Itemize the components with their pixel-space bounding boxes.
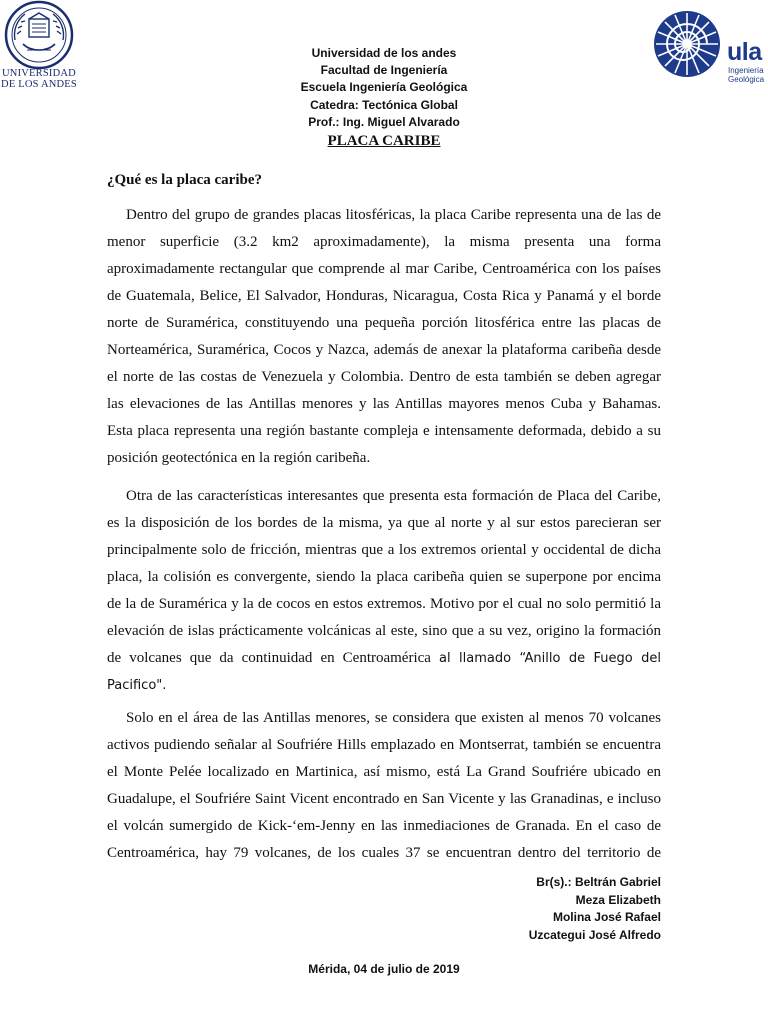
paragraph-line: las elevaciones de las Antillas menores y las Antillas mayores menos Cuba y Bahamas. xyxy=(107,396,661,412)
paragraph-line-part: de volcanes que da continuidad en Centroamérica xyxy=(107,650,431,666)
university-name-line-2: DE LOS ANDES xyxy=(1,78,77,90)
paragraph-line: principalmente solo de fricción, mientras que a los extremos oriental y occidental de dicha xyxy=(107,542,661,558)
author-line: Uzcategui José Alfredo xyxy=(528,927,661,942)
author-line: Br(s).: Beltrán Gabriel xyxy=(536,875,661,889)
paragraph-line: el volcán sumergido de Kick-‘em-Jenny en las inmediaciones de Granada. En el caso de xyxy=(107,818,661,834)
paragraph-line: posición geotectónica en la región caribeña. xyxy=(107,450,371,466)
header-faculty: Facultad de Ingeniería xyxy=(320,63,448,78)
ula-geology-logo xyxy=(652,8,768,88)
document-title: PLACA CARIBE xyxy=(327,133,441,149)
paragraph-3 xyxy=(107,705,661,867)
footer-date: Mérida, 04 de julio de 2019 xyxy=(308,962,460,976)
paragraph-line: de la de Suramérica y la de cocos en estos extremos. Motivo por el cual no solo permitió la xyxy=(107,596,661,612)
ula-subtitle-line-2: Geológica xyxy=(728,75,765,84)
author-line: Meza Elizabeth xyxy=(575,892,661,907)
university-seal-icon xyxy=(1,0,77,70)
authors-block xyxy=(529,874,661,944)
paragraph-line: Pacifico". xyxy=(107,678,167,693)
paragraph-line: Solo en el área de las Antillas menores, se considera que existen al menos 70 volcanes xyxy=(126,710,661,726)
header-professor: Prof.: Ing. Miguel Alvarado xyxy=(308,114,460,129)
paragraph-line: norte de Suramérica, constituyendo una pequeña porción litosférica entre las placas de xyxy=(107,315,661,331)
header-university: Universidad de los andes xyxy=(311,46,457,60)
paragraph-line: aproximadamente rectangular que comprende al mar Caribe, Centroamérica con los países xyxy=(107,261,661,277)
header-course: Catedra: Tectónica Global xyxy=(310,97,458,112)
paragraph-line-mixed xyxy=(107,645,661,672)
ula-subtitle xyxy=(728,66,764,84)
paragraph-line: activos pudiendo señalar al Soufriére Hills emplazado en Montserrat, también se encuentra xyxy=(107,737,661,753)
paragraph-line: Otra de las características interesantes que presenta esta formación de Placa del Caribe, xyxy=(126,488,661,504)
paragraph-1 xyxy=(107,202,661,472)
ula-subtitle-line-1: Ingeniería xyxy=(728,66,764,75)
university-seal-logo xyxy=(0,0,78,92)
paragraph-line: de Guatemala, Belice, El Salvador, Honduras, Nicaragua, Costa Rica y Panamá y el borde xyxy=(107,288,661,304)
paragraph-line: el norte de las costas de Venezuela y Colombia. Dentro de esta también se deben agregar xyxy=(107,369,661,385)
author-line: Molina José Rafael xyxy=(552,910,661,924)
paragraph-line: Esta placa representa una región bastante compleja e intensamente deformada, debido a su xyxy=(107,423,661,439)
paragraph-line: placa, la colisión es convergente, siendo la placa caribeña quien se superpone por encima xyxy=(107,569,661,585)
paragraph-line: Centroamérica, hay 79 volcanes, de los cuales 37 se encuentran dentro del territorio de xyxy=(107,845,661,861)
header-school: Escuela Ingeniería Geológica xyxy=(300,80,468,95)
paragraph-line: Guadalupe, el Soufriére Saint Vicent encontrado en San Vicente y las Granadinas, e incluso xyxy=(107,791,661,807)
paragraph-2 xyxy=(107,483,661,699)
paragraph-line: es la disposición de los bordes de la misma, ya que al norte y al sur estos parecieran ser xyxy=(107,515,661,531)
paragraph-line: Dentro del grupo de grandes placas litosféricas, la placa Caribe representa una de las de xyxy=(126,207,661,223)
university-name-line-1: UNIVERSIDAD xyxy=(2,68,76,79)
paragraph-line: Norteamérica, Suramérica, Cocos y Nazca, además de anexar la plataforma caribeña desde xyxy=(107,342,661,358)
paragraph-line: elevación de islas prácticamente volcánicas al este, sino que a su vez, origino la formación xyxy=(107,623,661,639)
ula-wordmark: ula xyxy=(727,38,762,66)
paragraph-line: menor superficie (3.2 km2 aproximadamente), la misma presenta una forma xyxy=(107,234,661,250)
spiral-shell-logo-icon xyxy=(652,8,724,80)
university-name xyxy=(0,69,78,90)
section-heading: ¿Qué es la placa caribe? xyxy=(107,172,262,188)
paragraph-line: el Monte Pelée localizado en Martinica, así mismo, está La Grand Soufriére ubicado en xyxy=(107,764,661,780)
quoted-name-segment: al llamado “Anillo de Fuego del xyxy=(439,651,661,666)
document-header xyxy=(234,45,534,131)
